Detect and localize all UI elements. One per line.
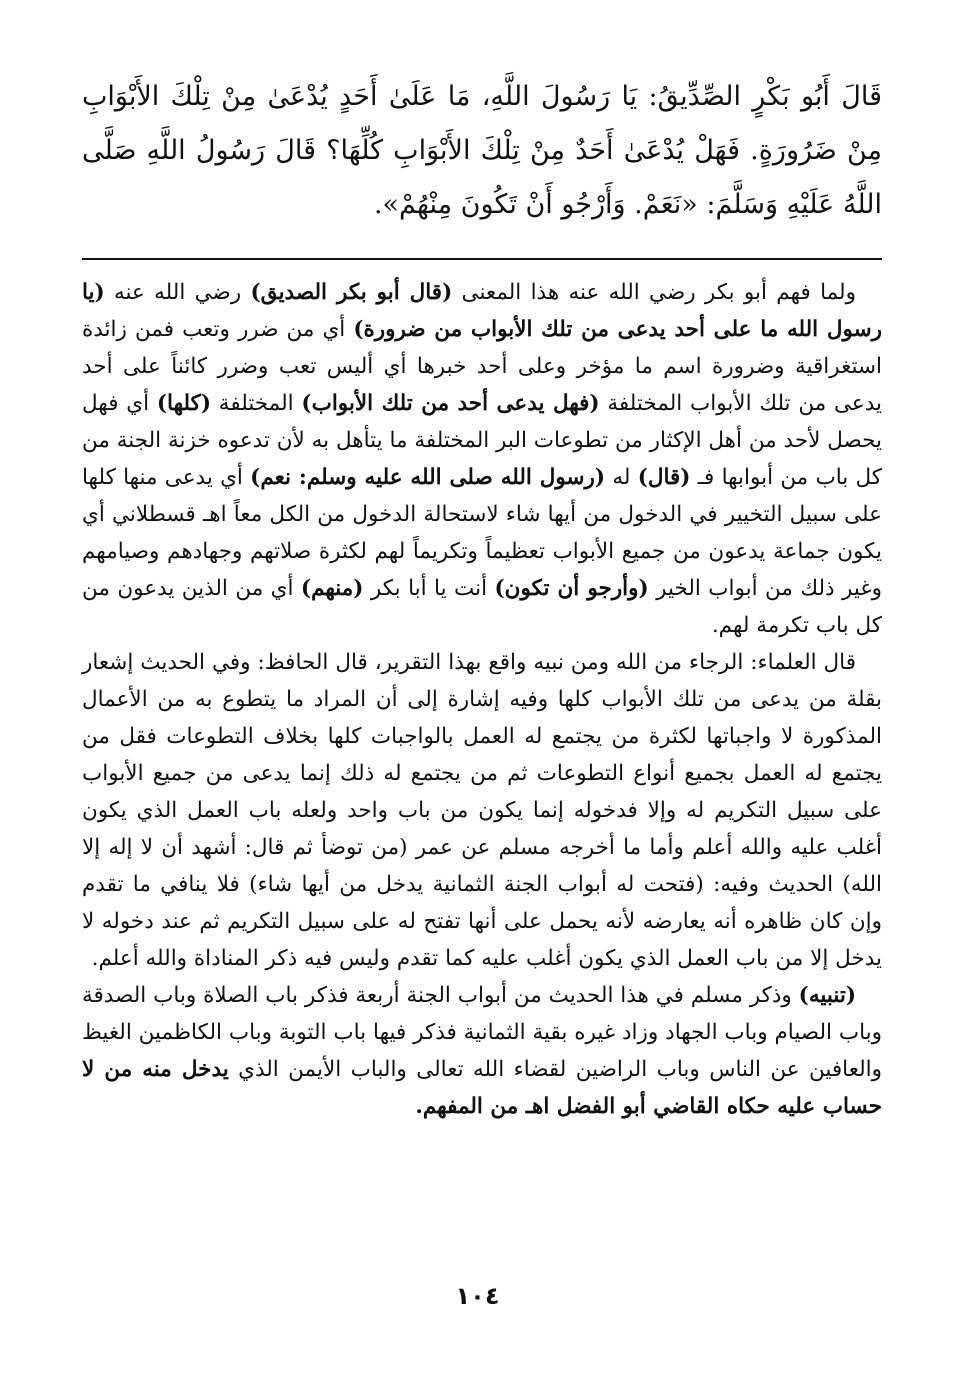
quoted-phrase: (يا رسول الله ما على أحد يدعى من تلك الأبواب من ضرورة) [82,280,882,342]
commentary-paragraph-3 [82,977,882,1125]
note-label: (تنبيه) [798,983,856,1008]
quoted-phrase: (فهل يدعى أحد من تلك الأبواب) [301,391,600,416]
page-number: ١٠٤ [455,1282,500,1310]
text-run: وذكر مسلم في هذا الحديث من أبواب الجنة أربعة فذكر باب الصلاة وباب الصدقة وباب الصيام وباب الجهاد وزاد غيره بقية الثمانية فذكر فيها باب التوبة وباب الكاظمين الغيظ والعافين عن الناس وباب الراضين لقضاء الله تعالى والباب الأيمن الذي [82,983,882,1082]
quoted-phrase: يدخل منه من لا حساب عليه حكاه القاضي أبو الفضل اهـ من المفهم. [82,1057,882,1119]
text-run: أي فهل يحصل لأحد من أهل الإكثار من تطوعات البر المختلفة ما يتأهل به لأن تدعوه خزنة الجنة من كل باب من أبوابها فـ [82,391,883,490]
text-run: أي من الذين يدعون من كل باب تكرمة لهم. [82,576,882,638]
text-run: المختلفة [211,391,302,416]
quoted-phrase: (كلها) [156,391,212,416]
quoted-phrase: (قال) [637,465,691,490]
quoted-phrase: (وأرجو أن تكون) [494,576,649,601]
hadith-text: قَالَ أَبُو بَكْرٍ الصِّدِّيقُ: يَا رَسُولَ اللَّهِ، مَا عَلَىٰ أَحَدٍ يُدْعَىٰ مِنْ تِلْكَ الأَبْوَابِ مِنْ ضَرُورَةٍ. فَهَلْ يُدْعَىٰ أَحَدٌ مِنْ تِلْكَ الأَبْوَابِ كُلِّهَا؟ قَالَ رَسُولُ اللَّهِ صَلَّى اللَّهُ عَلَيْهِ وَسَلَّمَ: «نَعَمْ. وَأَرْجُو أَنْ تَكُونَ مِنْهُمْ». [82,81,882,220]
commentary-paragraph-1 [82,274,882,644]
text-run: له [605,465,638,490]
separator-line [82,258,882,260]
commentary [82,274,882,1125]
text-run: ولما فهم أبو بكر رضي الله عنه هذا المعنى [452,280,856,305]
quoted-phrase: (منهم) [300,576,364,601]
text-run: أي يدعى منها كلها على سبيل التخيير في الدخول من أيها شاء لاستحالة الدخول من الكل معاً اهـ قسطلاني أي يكون جماعة يدعون من جميع الأبواب تعظيماً وتكريماً لهم لكثرة صلاتهم وجهادهم وصيامهم وغير ذلك من أبواب الخير [82,465,882,601]
page-body [82,60,882,1125]
quoted-phrase: (رسول الله صلى الله عليه وسلم: نعم) [250,465,606,490]
quoted-phrase: (قال أبو بكر الصديق) [250,280,453,305]
text-run: رضي الله عنه [104,280,251,305]
text-run: أنت يا أبا بكر [363,576,495,601]
commentary-paragraph-2: قال العلماء: الرجاء من الله ومن نبيه واقع بهذا التقرير، قال الحافظ: وفي الحديث إشعار بقلة من يدعى من تلك الأبواب كلها وفيه إشارة إلى أن المراد ما يتطوع به من الأعمال المذكورة لا واجباتها لكثرة من يجتمع له العمل بالواجبات كلها بخلاف التطوعات فقل من يجتمع له العمل بجميع أنواع التطوعات ثم من يجتمع له ذلك إنما يدعى من جميع الأبواب على سبيل التكريم له وإلا فدخوله إنما يكون من باب واحد ولعله باب العمل الذي يكون أغلب عليه والله أعلم وأما ما أخرجه مسلم عن عمر (من توضأ ثم قال: أشهد أن لا إله إلا الله) الحديث وفيه: (فتحت له أبواب الجنة الثمانية يدخل من أيها شاء) فلا ينافي ما تقدم وإن كان ظاهره أنه يعارضه لأنه يحمل على أنها تفتح له على سبيل التكريم ثم عند دخوله لا يدخل إلا من باب العمل الذي يكون أغلب عليه كما تقدم وليس فيه ذكر المناداة والله أعلم. [82,650,882,971]
text-run: أي من ضرر وتعب فمن زائدة استغراقية وضرورة اسم ما مؤخر وعلى أحد خبرها أي أليس تعب وضرر كائناً على أحد يدعى من تلك الأبواب المختلفة [82,317,883,416]
